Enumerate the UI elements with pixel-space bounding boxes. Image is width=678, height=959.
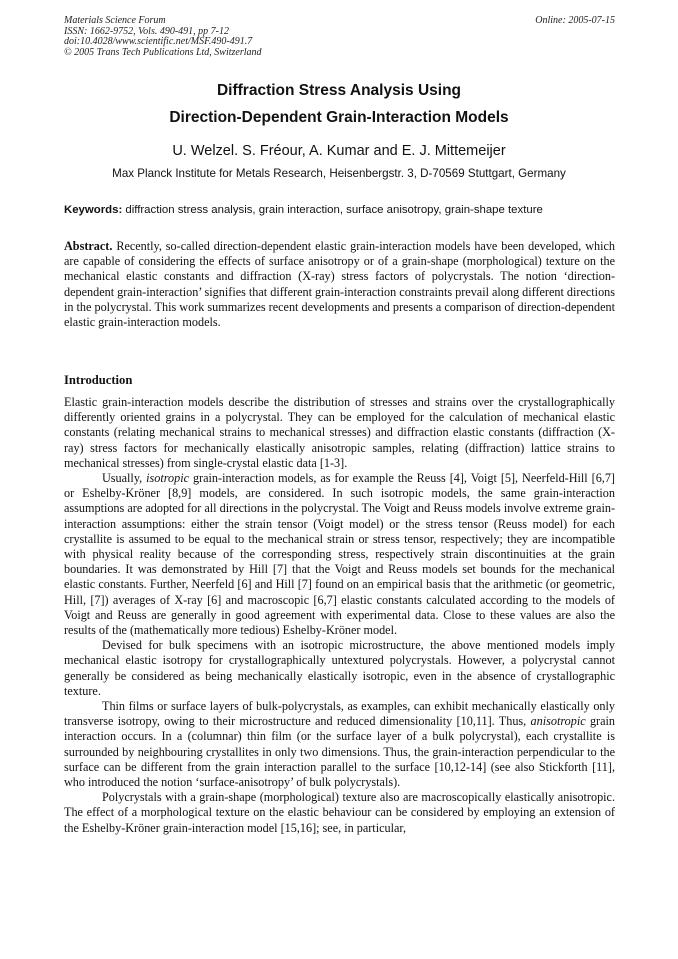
paragraph-text: grain-interaction models, as for example the Reuss [4], Voigt [5], Neerfeld-Hill [6,7] or Eshelby-Kröner [8,9] models, are considered. In such isotropic models, the same grain-interaction assumptions are adopted for all directions in the polycrystal. The Voigt and Reuss models involve extreme grain-interaction assumptions: either the strain tensor (Voigt model) or the stress tensor (Reuss model) for each crystallite is assumed to be equal to the mechanical strain or stress tensor, respectively; they are incompatible with physical reality because of the corresponding stress, respectively strain discontinuities at the grain boundaries. It was demonstrated by Hill [7] that the Voigt and Reuss models set bounds for the mechanical elastic constants. Further, Neerfeld [6] and Hill [7] found on an empirical basis that the arithmetic (or geometric, Hill, [7]) averages of X-ray [6] and macroscopic [6,7] elastic constants calculated according to the models of Voigt and Reuss are generally in good agreement with experimental data. Close to these values are also the results of the (mathematically more tedious) Eshelby-Kröner model.: [64, 471, 615, 638]
journal-issn: ISSN: 1662-9752, Vols. 490-491, pp 7-12: [64, 25, 229, 37]
journal-header: [64, 16, 262, 58]
introduction-body: [64, 395, 615, 836]
paragraph: [64, 699, 615, 790]
paragraph: [64, 471, 615, 638]
keywords-label: Keywords:: [64, 204, 123, 216]
online-date: Online: 2005-07-15: [535, 15, 615, 26]
emphasis-text: anisotropic: [530, 714, 586, 729]
abstract-label: Abstract.: [64, 239, 113, 253]
authors: U. Welzel. S. Fréour, A. Kumar and E. J. Mittemeijer: [172, 143, 506, 159]
journal-copyright: © 2005 Trans Tech Publications Ltd, Switzerland: [64, 46, 262, 58]
keywords-text: diffraction stress analysis, grain interaction, surface anisotropy, grain-shape texture: [122, 204, 543, 216]
paragraph: Elastic grain-interaction models describe the distribution of stresses and strains over the crystallographically differently oriented grains in a polycrystal. They can be employed for the calculation of mechanical elastic constants (relating mechanical strains to mechanical stresses) and diffraction elastic constants (diffraction (X-ray) stress factors for mechanically elastically anisotropic samples, relating (diffraction) lattice strains to mechanical stresses) from single-crystal elastic data [1-3].: [64, 395, 615, 470]
paragraph: Devised for bulk specimens with an isotropic microstructure, the above mentioned models imply mechanical elastic isotropy for crystallographically untextured polycrystals. However, a polycrystal cannot generally be considered as being mechanically elastically isotropic, even in the absence of crystallographic texture.: [64, 638, 615, 698]
paragraph: Polycrystals with a grain-shape (morphological) texture also are macroscopically elastically anisotropic. The effect of a morphological texture on the elastic behaviour can be considered by employing an extension of the Eshelby-Kröner grain-interaction model [15,16]; see, in particular,: [64, 790, 615, 835]
emphasis-text: isotropic: [146, 471, 190, 486]
section-heading-introduction: Introduction: [64, 373, 133, 387]
journal-doi: doi:10.4028/www.scientific.net/MSF.490-491.7: [64, 36, 253, 48]
abstract: [64, 239, 615, 330]
paragraph-text: grain interaction occurs. In a (columnar) thin film (or the surface layer of a bulk polycrystal), each crystallite is surrounded by neighbouring crystallites in only two dimensions. Thus, the grain-interaction perpendicular to the surface can be different from the grain interaction parallel to the surface [10,12-14] (see also Stickforth [11], who introduced the notion ‘surface-anisotropy’ of bulk polycrystals).: [64, 714, 615, 790]
abstract-text: Recently, so-called direction-dependent elastic grain-interaction models have been developed, which are capable of considering the effects of surface anisotropy or of a grain-shape (morphological) texture on the mechanical elastic constants and diffraction (X-ray) stress factors of polycrystals. The notion ‘direction-dependent grain-interaction’ signifies that different grain-interaction constraints prevail along different directions in the polycrystal. This work summarizes recent developments and presents a comparison of direction-dependent elastic grain-interaction models.: [64, 239, 615, 330]
journal-name: Materials Science Forum: [64, 15, 166, 26]
affiliation: Max Planck Institute for Metals Research, Heisenbergstr. 3, D-70569 Stuttgart, Germany: [112, 167, 566, 180]
paper-title-line-2: Direction-Dependent Grain-Interaction Models: [169, 109, 509, 126]
keywords: [64, 204, 615, 216]
paragraph-text: Usually,: [102, 471, 147, 486]
paper-title-line-1: Diffraction Stress Analysis Using: [216, 82, 462, 99]
paragraph-text: Thin films or surface layers of bulk-polycrystals, as examples, can exhibit mechanically elastically only transverse isotropy, owing to their microstructure and reduced dimensionality [10,11]. Thus,: [64, 699, 615, 729]
